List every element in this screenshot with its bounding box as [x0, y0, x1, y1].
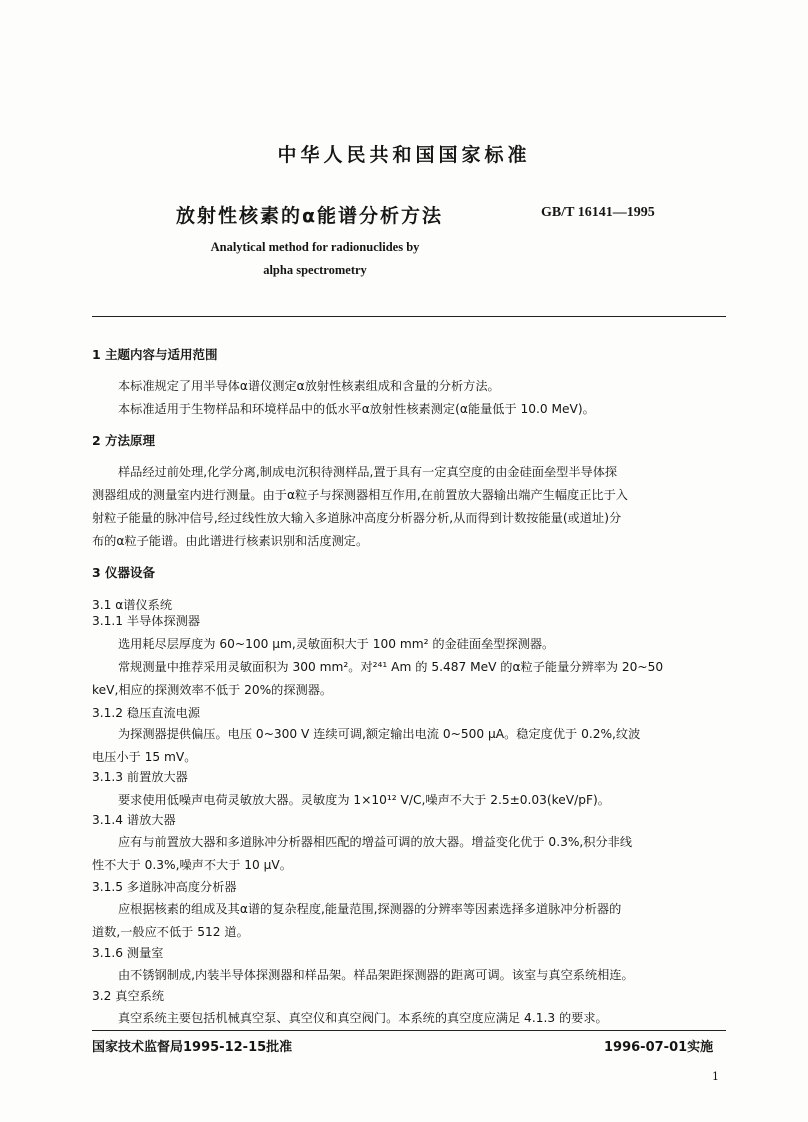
- section-2-line-1: 样品经过前处理,化学分离,制成电沉积待测样品,置于具有一定真空度的由金硅面垒型半导体探: [118, 465, 618, 479]
- subsection-3-1-4-line-2: 性不大于 0.3%,噪声不大于 10 μV。: [92, 858, 292, 872]
- section-1-paragraph-2: 本标准适用于生物样品和环境样品中的低水平α放射性核素测定(α能量低于 10.0 MeV)。: [118, 402, 595, 416]
- subsection-3-2-heading: 3.2 真空系统: [92, 989, 165, 1003]
- approval-statement: 国家技术监督局1995-12-15批准: [92, 1040, 293, 1055]
- standard-code-text: GB/T 16141—1995: [541, 205, 655, 220]
- english-title-line-1: Analytical method for radionuclides by: [210, 240, 420, 254]
- subsection-3-1-4-line-1: 应有与前置放大器和多道脉冲分析器相匹配的增益可调的放大器。增益变化优于 0.3%,积分非线: [118, 835, 633, 849]
- subsection-3-1-heading: 3.1 α谱仪系统: [92, 598, 173, 612]
- subsection-3-1-3-line-1: 要求使用低噪声电荷灵敏放大器。灵敏度为 1×10¹² V/C,噪声不大于 2.5±0.03(keV/pF)。: [118, 793, 610, 807]
- subsection-3-1-1-line-2: 常规测量中推荐采用灵敏面积为 300 mm²。对²⁴¹ Am 的 5.487 MeV 的α粒子能量分辨率为 20~50: [118, 660, 664, 674]
- subsection-3-1-1-line-3: keV,相应的探测效率不低于 20%的探测器。: [92, 683, 333, 697]
- section-2-line-3: 射粒子能量的脉冲信号,经过线性放大输入多道脉冲高度分析器分析,从而得到计数按能量(或道址)分: [92, 511, 622, 525]
- subsection-3-1-6-line-1: 由不锈钢制成,内装半导体探测器和样品架。样品架距探测器的距离可调。该室与真空系统相连。: [118, 968, 634, 982]
- header-divider: [92, 316, 726, 317]
- section-2-heading: 2 方法原理: [92, 433, 156, 448]
- section-2-line-2: 测器组成的测量室内进行测量。由于α粒子与探测器相互作用,在前置放大器输出端产生幅度正比于入: [92, 488, 628, 502]
- subsection-3-1-5-heading: 3.1.5 多道脉冲高度分析器: [92, 880, 237, 894]
- subsection-3-1-1-line-1: 选用耗尽层厚度为 60~100 μm,灵敏面积大于 100 mm² 的金硅面垒型探测器。: [118, 637, 555, 651]
- document-title: 放射性核素的α能谱分析方法: [176, 205, 444, 227]
- subsection-3-1-6-heading: 3.1.6 测量室: [92, 946, 164, 960]
- section-3-heading: 3 仪器设备: [92, 565, 156, 580]
- subsection-3-1-2-line-1: 为探测器提供偏压。电压 0~300 V 连续可调,额定输出电流 0~500 μA。稳定度优于 0.2%,纹波: [118, 727, 641, 741]
- section-1-heading: 1 主题内容与适用范围: [92, 347, 218, 362]
- subsection-3-1-2-heading: 3.1.2 稳压直流电源: [92, 706, 201, 720]
- section-1-paragraph-1: 本标准规定了用半导体α谱仪测定α放射性核素组成和含量的分析方法。: [118, 379, 500, 393]
- english-title-line-2: alpha spectrometry: [263, 263, 367, 277]
- page-number: 1: [712, 1070, 719, 1083]
- subsection-3-1-4-heading: 3.1.4 谱放大器: [92, 813, 176, 827]
- section-2-line-4: 布的α粒子能谱。由此谱进行核素识别和活度测定。: [92, 534, 369, 548]
- issuing-standard-title: 中华人民共和国国家标准: [277, 144, 531, 166]
- subsection-3-2-line-1: 真空系统主要包括机械真空泵、真空仪和真空阀门。本系统的真空度应满足 4.1.3 的要求。: [118, 1011, 608, 1025]
- subsection-3-1-5-line-2: 道数,一般应不低于 512 道。: [92, 925, 249, 939]
- subsection-3-1-1-heading: 3.1.1 半导体探测器: [92, 614, 201, 628]
- effective-date: 1996-07-01实施: [604, 1040, 714, 1055]
- subsection-3-1-5-line-1: 应根据核素的组成及其α谱的复杂程度,能量范围,探测器的分辨率等因素选择多道脉冲分析器的: [118, 902, 622, 916]
- footer-divider: [92, 1030, 726, 1031]
- subsection-3-1-3-heading: 3.1.3 前置放大器: [92, 770, 188, 784]
- standard-code: [541, 204, 655, 221]
- subsection-3-1-2-line-2: 电压小于 15 mV。: [92, 750, 197, 764]
